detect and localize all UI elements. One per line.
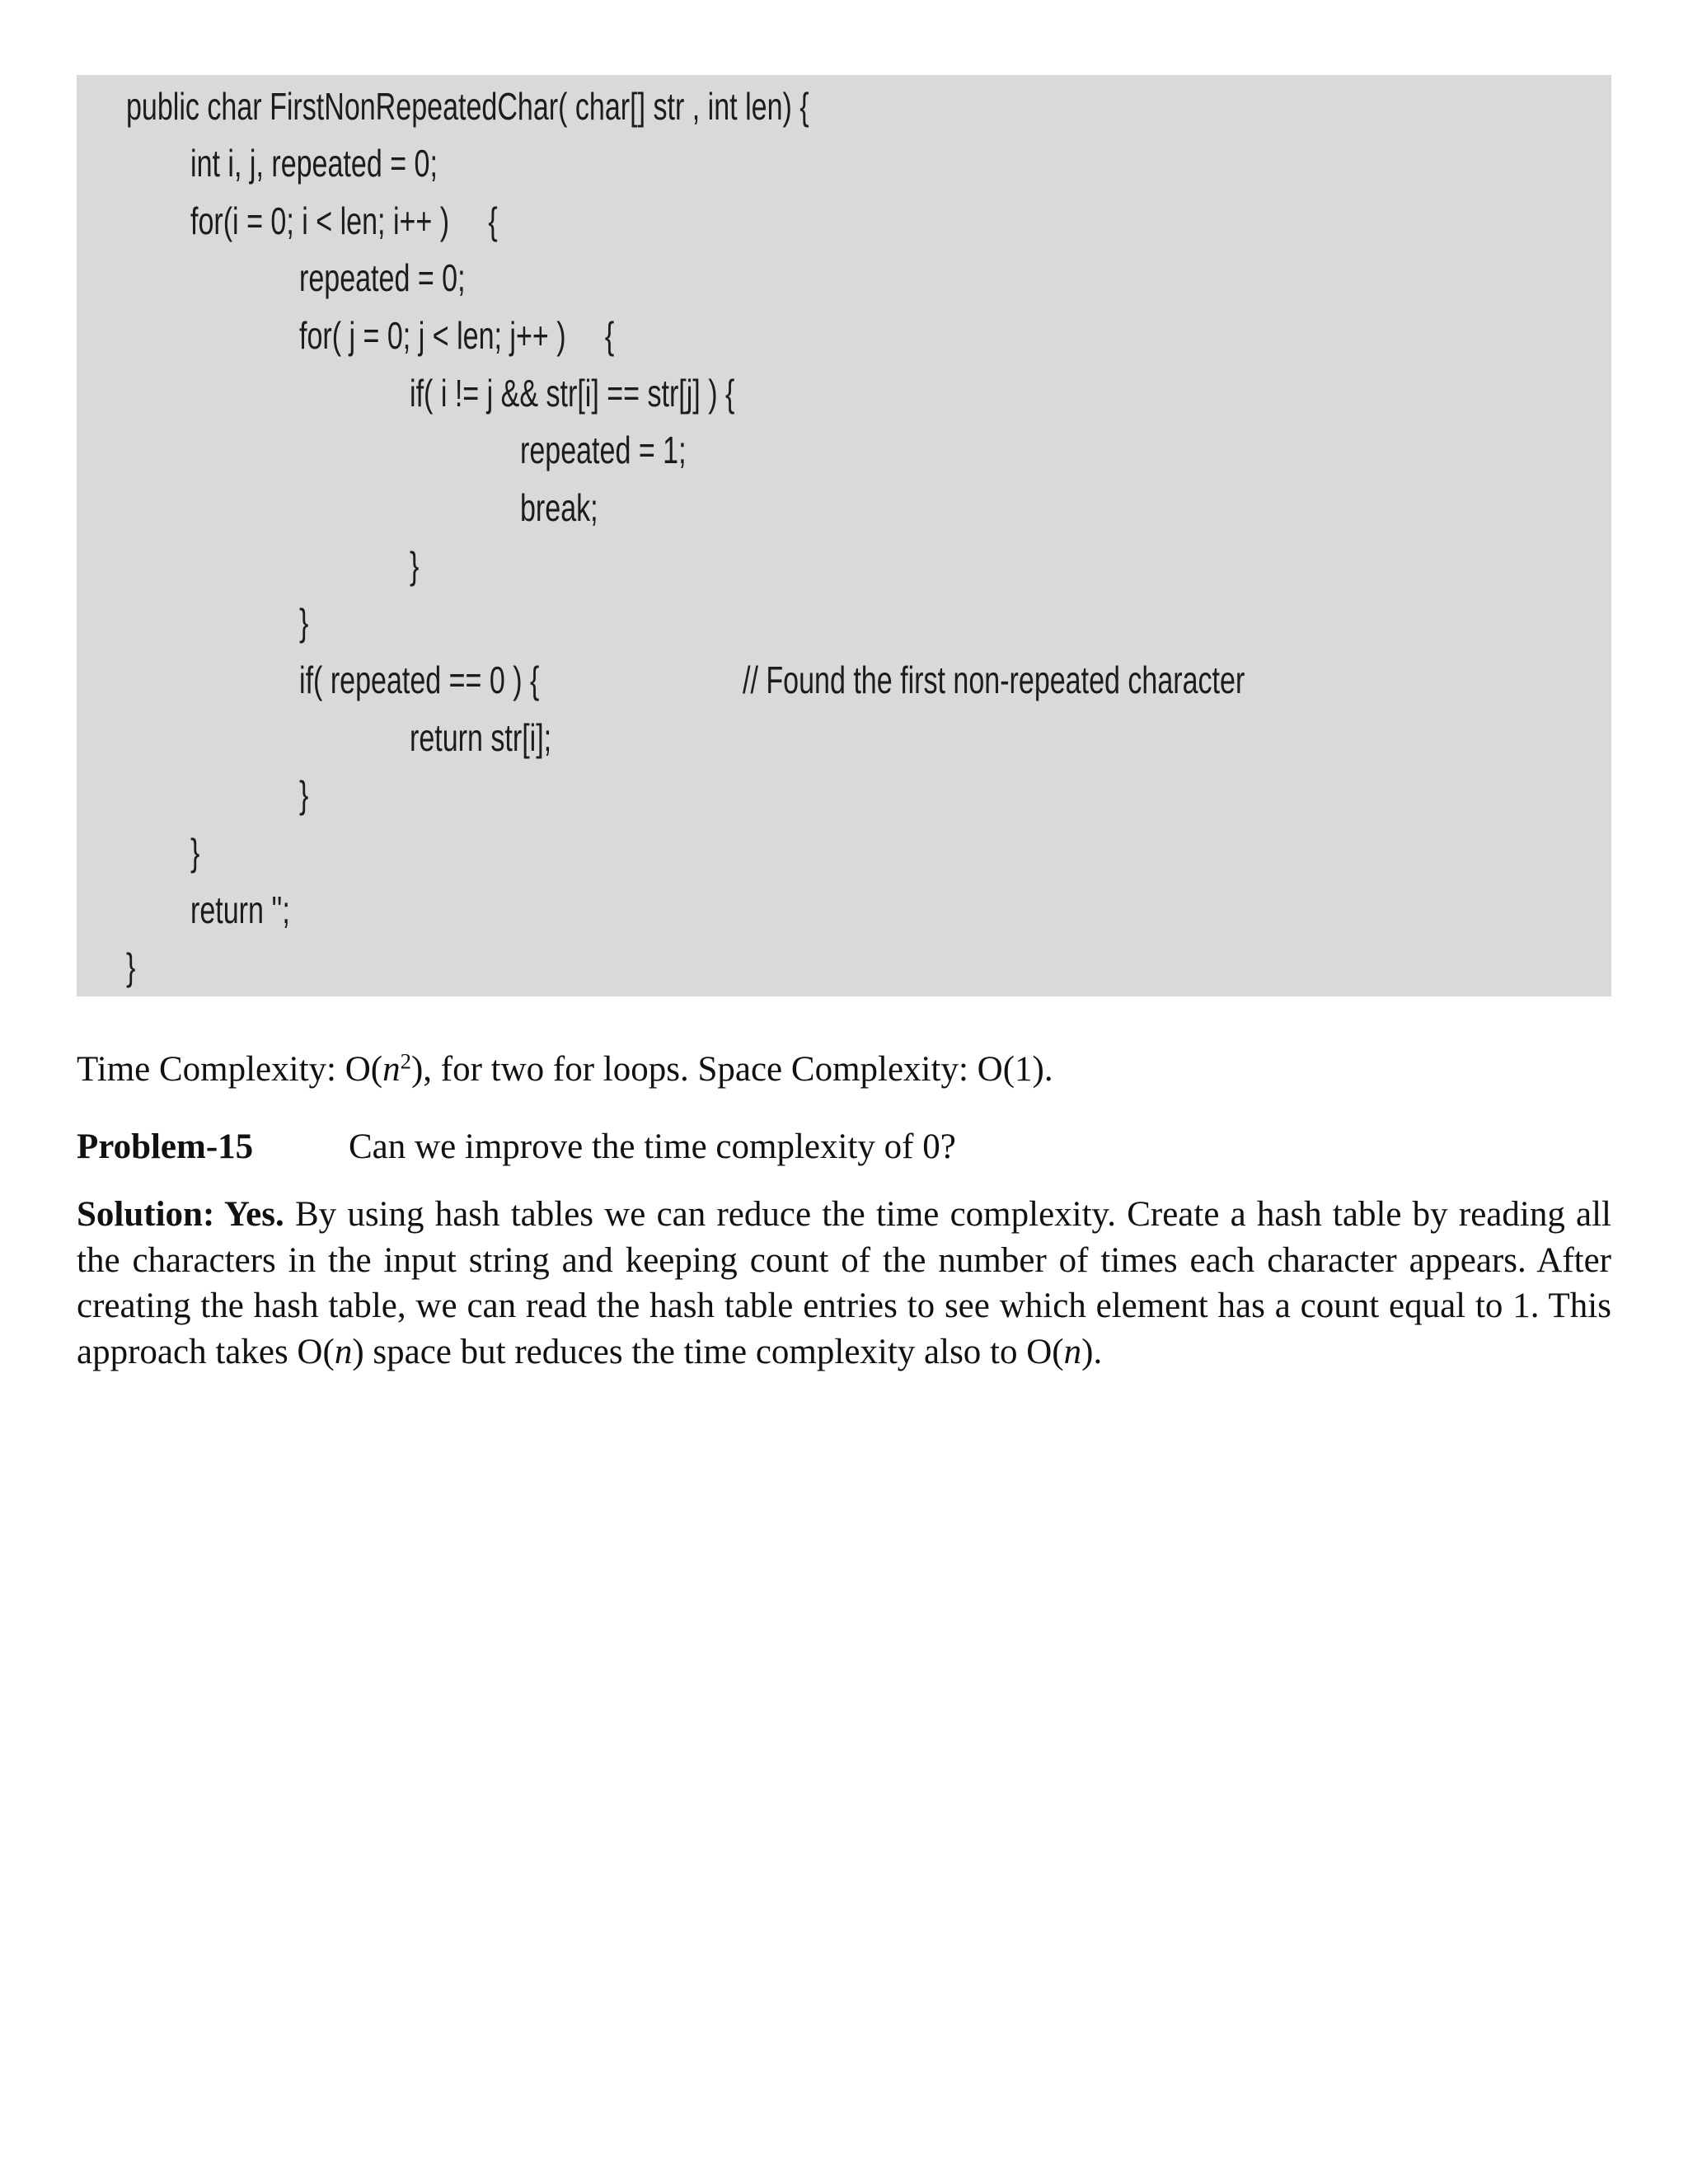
- code-line: }: [410, 544, 420, 587]
- code-line: repeated = 1;: [520, 429, 687, 471]
- code-line: }: [126, 945, 136, 988]
- code-line: return '';: [190, 888, 290, 931]
- problem-question: Can we improve the time complexity of 0?: [349, 1127, 956, 1166]
- solution-label: Solution: Yes.: [77, 1195, 284, 1234]
- code-line: for(i = 0; i < len; i++ ) {: [190, 199, 498, 242]
- code-line: repeated = 0;: [299, 256, 466, 299]
- solution-paragraph: Solution: Yes. By using hash tables we can reduce the time complexity. Create a hash table by reading all the characters in the input string and keeping count of the number of times each character appears. After creating the hash table, we can read the hash table entries to see which element has a count equal to 1. This approach takes O(n) space but reduces the time complexity also to O(n).: [77, 1195, 1611, 1371]
- problem-statement: [77, 1124, 956, 1170]
- code-comment: // Found the first non-repeated character: [743, 658, 1245, 701]
- code-line: }: [190, 831, 200, 874]
- complexity-statement: Time Complexity: $O(n^2)$, for two for loops. Space Complexity: O(1).: [77, 1048, 1053, 1089]
- code-block: [77, 75, 1611, 996]
- code-line: if( i != j && str[i] == str[j] ) {: [410, 372, 735, 415]
- code-line: public char FirstNonRepeatedChar( char[] str , int len) {: [126, 85, 809, 128]
- code-line: return str[i];: [410, 716, 552, 759]
- code-line: for( j = 0; j < len; j++ ) {: [299, 314, 615, 357]
- code-line: }: [299, 773, 309, 816]
- code-line: break;: [520, 486, 598, 529]
- code-line: if( repeated == 0 ) {: [299, 658, 540, 701]
- problem-label: Problem-15: [77, 1127, 254, 1166]
- code-line: }: [299, 601, 309, 644]
- code-line: int i, j, repeated = 0;: [190, 142, 438, 185]
